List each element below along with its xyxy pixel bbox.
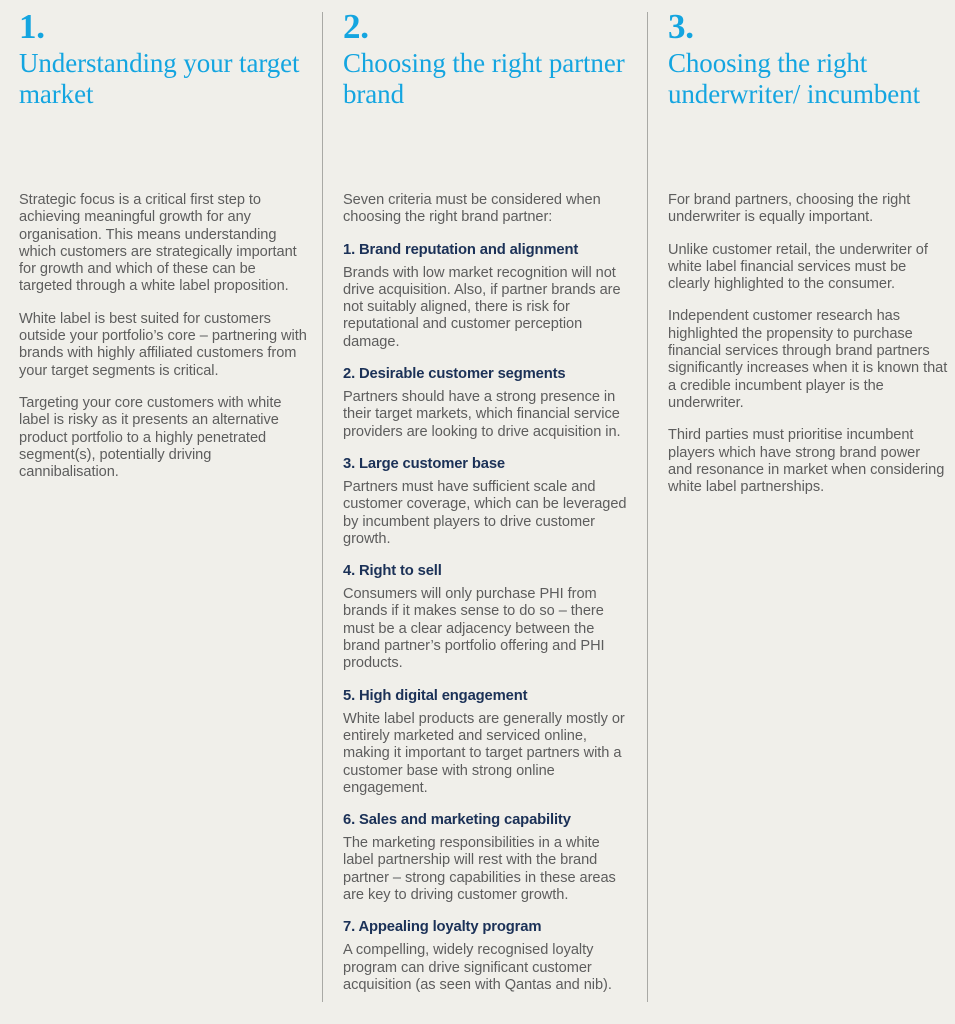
column-3-heading [668,8,948,110]
paragraph: Third parties must prioritise incumbent players which have strong brand power and resonance in market when considering white label partnerships. [668,427,945,496]
column-divider-2 [647,12,648,1002]
criteria-text: White label products are generally mostly or entirely marketed and serviced online, making it important to target partners with a customer base with strong online engagement. [343,710,625,796]
criteria-item [343,455,633,548]
criteria-heading: 7. Appealing loyalty program [343,919,542,936]
criteria-heading: 6. Sales and marketing capability [343,812,571,829]
criteria-text: Brands with low market recognition will not drive acquisition. Also, if partner brands are not suitably aligned, there is risk for reputational and customer perception damage. [343,264,621,350]
criteria-item [343,918,633,994]
paragraph: Unlike customer retail, the underwriter of white label financial services must be clearly highlighted to the consumer. [668,241,928,293]
step-number-3: 3. [668,7,694,46]
column-2-body [343,192,633,994]
column-2-heading [343,8,633,110]
criteria-text: A compelling, widely recognised loyalty program can drive significant customer acquisition (as seen with Qantas and nib). [343,942,612,993]
column-divider-1 [322,12,323,1002]
criteria-heading: 3. Large customer base [343,455,506,472]
criteria-item [343,687,633,797]
column-1-body [19,192,309,481]
column-3-body [668,192,948,496]
criteria-text: The marketing responsibilities in a white label partnership will rest with the brand partner – strong capabilities in these areas are key to driving customer growth. [343,835,616,904]
criteria-item [343,365,633,441]
paragraph: For brand partners, choosing the right underwriter is equally important. [668,192,911,226]
paragraph: White label is best suited for customers outside your portfolio’s core – partnering with brands with highly affiliated customers from your target segments is critical. [19,310,307,379]
step-number-1: 1. [19,7,45,46]
criteria-heading: 5. High digital engagement [343,687,528,704]
criteria-item [343,562,633,672]
step-title-3: Choosing the right underwriter/ incumbent [668,48,920,109]
step-number-2: 2. [343,7,369,46]
criteria-intro: Seven criteria must be considered when choosing the right brand partner: [343,192,601,226]
step-title-1: Understanding your target market [19,48,300,109]
column-1-heading [19,8,309,110]
criteria-text: Partners should have a strong presence in their target markets, which financial service providers are looking to drive acquisition in. [343,389,621,440]
paragraph: Strategic focus is a critical first step to achieving meaningful growth for any organisation. This means understanding which customers are strategically important for growth and which of these can be targeted through a white label proposition. [19,192,297,295]
paragraph: Targeting your core customers with white label is risky as it presents an alternative product portfolio to a highly penetrated segment(s), potentially driving cannibalisation. [19,394,282,481]
criteria-text: Consumers will only purchase PHI from brands if it makes sense to do so – there must be a clear adjacency between the brand partner’s portfolio offering and PHI products. [343,586,605,672]
criteria-heading: 4. Right to sell [343,563,442,580]
criteria-item [343,241,633,351]
paragraph: Independent customer research has highlighted the propensity to purchase financial services through brand partners significantly increases when it is known that a credible incumbent player is the underwriter. [668,308,948,411]
criteria-heading: 2. Desirable customer segments [343,366,566,383]
step-title-2: Choosing the right partner brand [343,48,625,109]
criteria-text: Partners must have sufficient scale and customer coverage, which can be leveraged by incumbent players to drive customer growth. [343,478,627,547]
criteria-heading: 1. Brand reputation and alignment [343,241,579,258]
criteria-item [343,811,633,904]
